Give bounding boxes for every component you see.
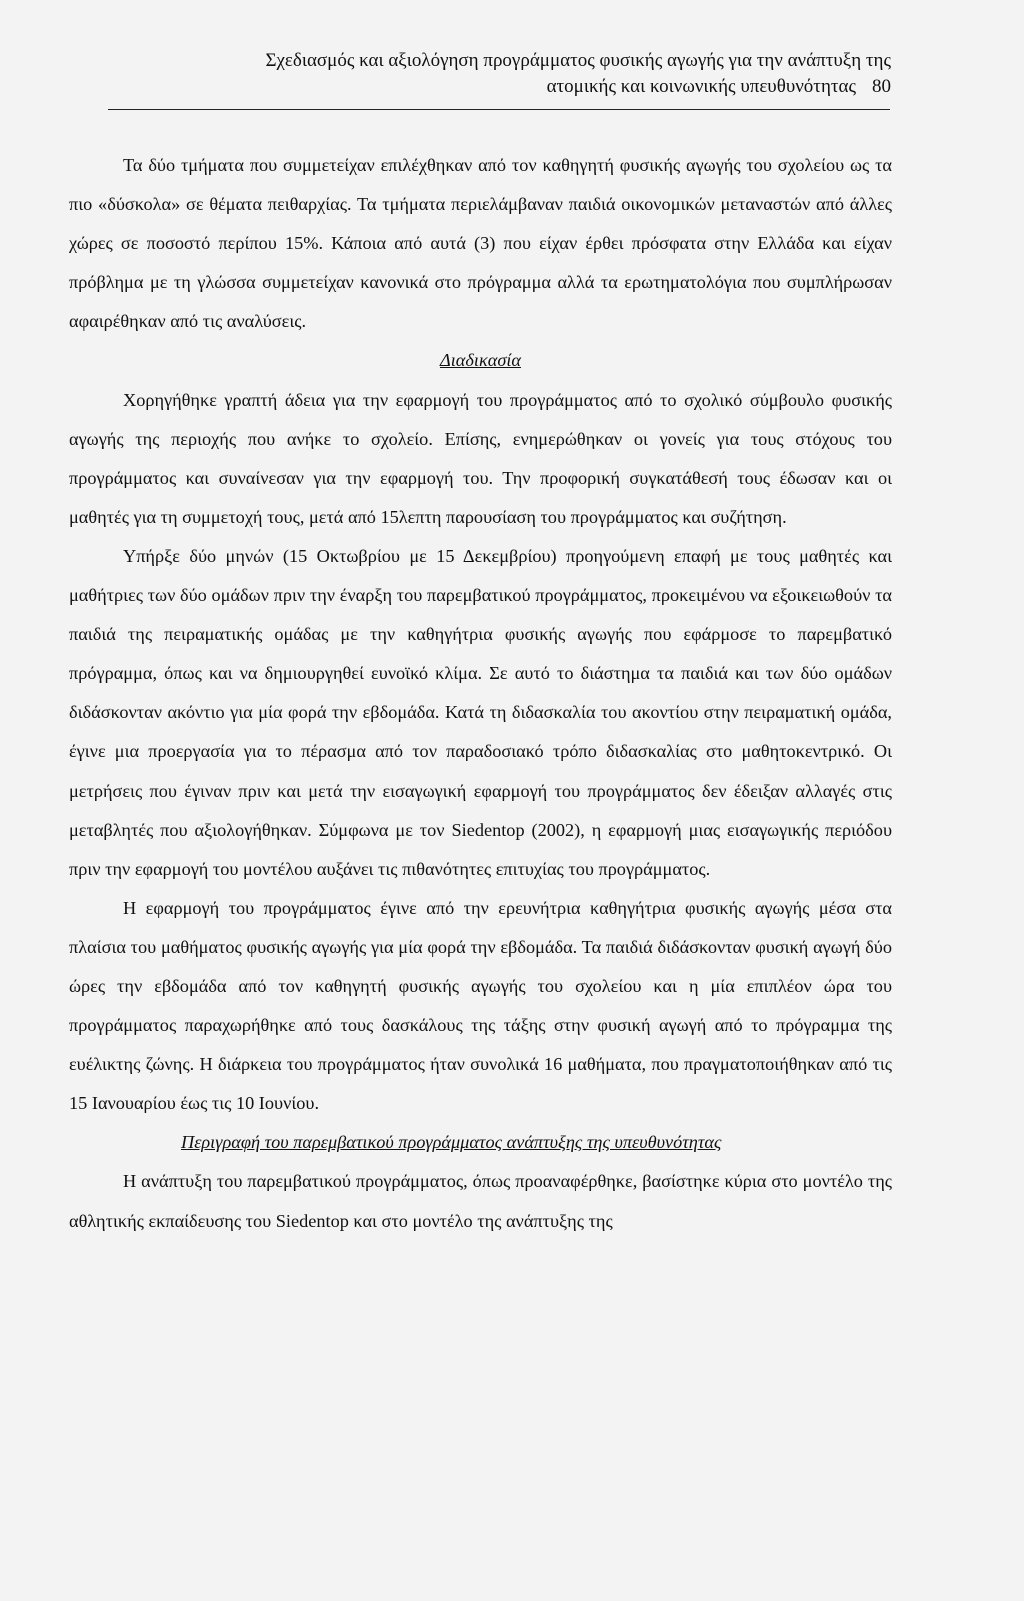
section-heading-procedure bbox=[69, 341, 892, 380]
header-title-line-2-text: ατομικής και κοινωνικής υπευθυνότητας bbox=[546, 76, 856, 97]
section-heading-program-description: Περιγραφή του παρεμβατικού προγράμματος ανάπτυξης της υπευθυνότητας bbox=[181, 1132, 722, 1153]
page-number: 80 bbox=[872, 76, 891, 97]
paragraph-participants: Τα δύο τμήματα που συμμετείχαν επιλέχθηκαν από τον καθηγητή φυσικής αγωγής του σχολείου ως τα πιο «δύσκολα» σε θέματα πειθαρχίας. Τα τμήματα περιελάμβαναν παιδιά οικονομικών μεταναστών από άλλες χώρες σε ποσοστό περίπου 15%. Κάποια από αυτά (3) που είχαν έρθει πρόσφατα στην Ελλάδα και είχαν πρόβλημα με τη γλώσσα συμμετείχαν κανονικά στο πρόγραμμα αλλά τα ερωτηματολόγια που συμπλήρωσαν αφαιρέθηκαν από τις αναλύσεις. bbox=[69, 155, 892, 332]
running-header bbox=[111, 48, 891, 100]
section-heading-procedure-text: Διαδικασία bbox=[439, 350, 522, 371]
paragraph-implementation: Η εφαρμογή του προγράμματος έγινε από την ερευνήτρια καθηγήτρια φυσικής αγωγής μέσα στα πλαίσια του μαθήματος φυσικής αγωγής για μία φορά την εβδομάδα. Τα παιδιά διδάσκονταν φυσική αγωγή δύο ώρες την εβδομάδα από τον καθηγητή φυσικής αγωγής του σχολείου και η μία επιπλέον ώρα του προγράμματος παραχωρήθηκε από τους δασκάλους της τάξης στην φυσική αγωγή από το πρόγραμμα της ευέλικτης ζώνης. Η διάρκεια του προγράμματος ήταν συνολικά 16 μαθήματα, που πραγματοποιήθηκαν από τις 15 Ιανουαρίου έως τις 10 Ιουνίου. bbox=[69, 897, 892, 1114]
header-divider bbox=[108, 109, 890, 110]
paragraph-program-basis: Η ανάπτυξη του παρεμβατικού προγράμματος, όπως προαναφέρθηκε, βασίστηκε κύρια στο μοντέλο της αθλητικής εκπαίδευσης του Siedentop και στο μοντέλο της ανάπτυξης της bbox=[69, 1171, 892, 1231]
body-text bbox=[69, 146, 892, 1241]
paragraph-preliminary-contact: Υπήρξε δύο μηνών (15 Οκτωβρίου με 15 Δεκεμβρίου) προηγούμενη επαφή με τους μαθητές και μαθήτριες των δύο ομάδων πριν την έναρξη του παρεμβατικού προγράμματος, προκειμένου να εξοικειωθούν τα παιδιά της πειραματικής ομάδας με την καθηγήτρια φυσικής αγωγής που εφάρμοσε το παρεμβατικό πρόγραμμα, όπως και να δημιουργηθεί ευνοϊκό κλίμα. Σε αυτό το διάστημα τα παιδιά και των δύο ομάδων διδάσκονταν ακόντιο για μία φορά την εβδομάδα. Κατά τη διδασκαλία του ακοντίου στην πειραματική ομάδα, έγινε μια προεργασία για το πέρασμα από τον παραδοσιακό τρόπο διδασκαλίας στο μαθητοκεντρικό. Οι μετρήσεις που έγιναν πριν και μετά την εισαγωγική εφαρμογή του προγράμματος δεν έδειξαν αλλαγές στις μεταβλητές που αξιολογήθηκαν. Σύμφωνα με τον Siedentop (2002), η εφαρμογή μιας εισαγωγικής περιόδου πριν την εφαρμογή του μοντέλου αυξάνει τις πιθανότητες επιτυχίας του προγράμματος. bbox=[69, 545, 892, 879]
paragraph-consent: Χορηγήθηκε γραπτή άδεια για την εφαρμογή του προγράμματος από το σχολικό σύμβουλο φυσικής αγωγής της περιοχής που ανήκε το σχολείο. Επίσης, ενημερώθηκαν οι γονείς για τους στόχους του προγράμματος και συναίνεσαν για την εφαρμογή του. Την προφορική συγκατάθεσή τους έδωσαν και οι μαθητές για τη συμμετοχή τους, μετά από 15λεπτη παρουσίαση του προγράμματος και συζήτηση. bbox=[69, 389, 892, 527]
header-title-line-2 bbox=[111, 74, 891, 100]
header-title-line-1: Σχεδιασμός και αξιολόγηση προγράμματος φυσικής αγωγής για την ανάπτυξη της bbox=[265, 50, 891, 71]
